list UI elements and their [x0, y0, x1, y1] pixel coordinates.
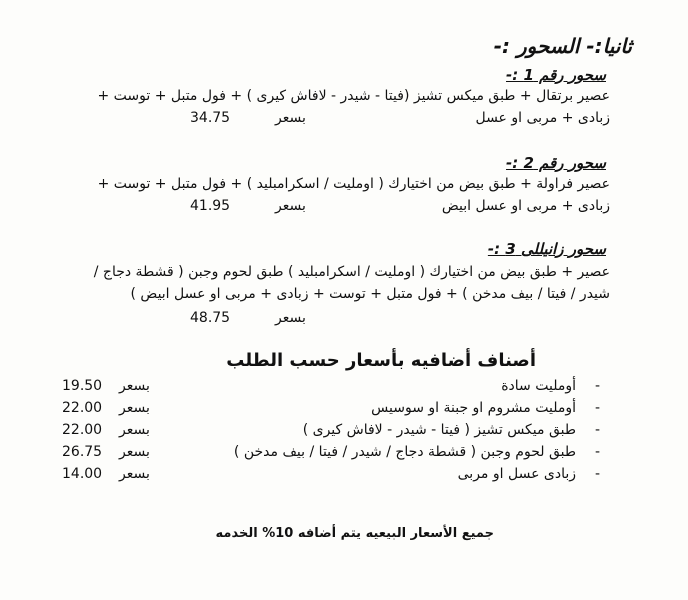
extra-item-name: طبق ميكس تشيز ( فيتا - شيدر - لافاش كيرى ) [302, 422, 576, 438]
meal-1-price-label: بسعر [275, 110, 306, 126]
extra-bullet: - [594, 400, 600, 416]
extra-item-name: طبق لحوم وجبن ( قشطة دجاج / شيدر / فيتا / بيف مدخن ) [233, 444, 576, 460]
extra-price: 26.75 [62, 444, 103, 460]
extra-item [0, 422, 688, 442]
extra-item [0, 378, 688, 398]
meal-3-price: 48.75 [190, 310, 231, 326]
meal-2-title: سحور رقم 2 :- [506, 154, 606, 172]
meal-2-price: 41.95 [190, 198, 231, 214]
extra-price: 19.50 [62, 378, 103, 394]
extra-item [0, 444, 688, 464]
meal-3-title: سحور زانيللى 3 :- [487, 240, 606, 258]
extra-price-label: بسعر [119, 378, 150, 394]
meal-3-price-label: بسعر [275, 310, 306, 326]
extra-bullet: - [594, 378, 600, 394]
extra-price-label: بسعر [119, 400, 150, 416]
meal-3-line-2: شيدر / فيتا / بيف مدخن ) + فول متبل + توست + زبادى + مربى او عسل ابيض ) [130, 286, 610, 302]
meal-1-line-2: زبادى + مربى او عسل [475, 110, 610, 126]
meal-2-line-2: زبادى + مربى او عسل ابيض [441, 198, 610, 214]
extra-item-name: زبادى عسل او مربى [457, 466, 576, 482]
extras-title: أصناف أضافيه بأسعار حسب الطلب [226, 350, 536, 371]
extra-bullet: - [594, 422, 600, 438]
extra-price: 14.00 [62, 466, 103, 482]
extra-item [0, 466, 688, 486]
meal-3-line-1: عصير + طبق بيض من اختيارك ( اومليت / اسكرامبليد ) طبق لحوم وجبن ( قشطة دجاج / [93, 264, 610, 280]
meal-2-line-1: عصير فراولة + طبق بيض من اختيارك ( اومليت / اسكرامبليد ) + فول متبل + توست + [97, 176, 610, 192]
extra-bullet: - [594, 444, 600, 460]
extra-item-name: أومليت مشروم او جبنة او سوسيس [371, 400, 576, 416]
extra-price: 22.00 [62, 422, 103, 438]
meal-1-line-1: عصير برتقال + طبق ميكس تشيز (فيتا - شيدر - لافاش كيرى ) + فول متبل + توست + [97, 88, 610, 104]
meal-1-title: سحور رقم 1 :- [506, 66, 606, 84]
extra-item [0, 400, 688, 420]
meal-2-price-label: بسعر [275, 198, 306, 214]
extra-bullet: - [594, 466, 600, 482]
extra-item-name: أومليت سادة [501, 378, 576, 394]
service-charge-note: جميع الأسعار البيعيه يتم أضافه 10% الخدمه [215, 526, 494, 541]
extra-price-label: بسعر [119, 466, 150, 482]
meal-1-price: 34.75 [190, 110, 231, 126]
section-heading: ثانيا:- السحور :- [493, 34, 632, 58]
extra-price: 22.00 [62, 400, 103, 416]
extra-price-label: بسعر [119, 422, 150, 438]
extra-price-label: بسعر [119, 444, 150, 460]
